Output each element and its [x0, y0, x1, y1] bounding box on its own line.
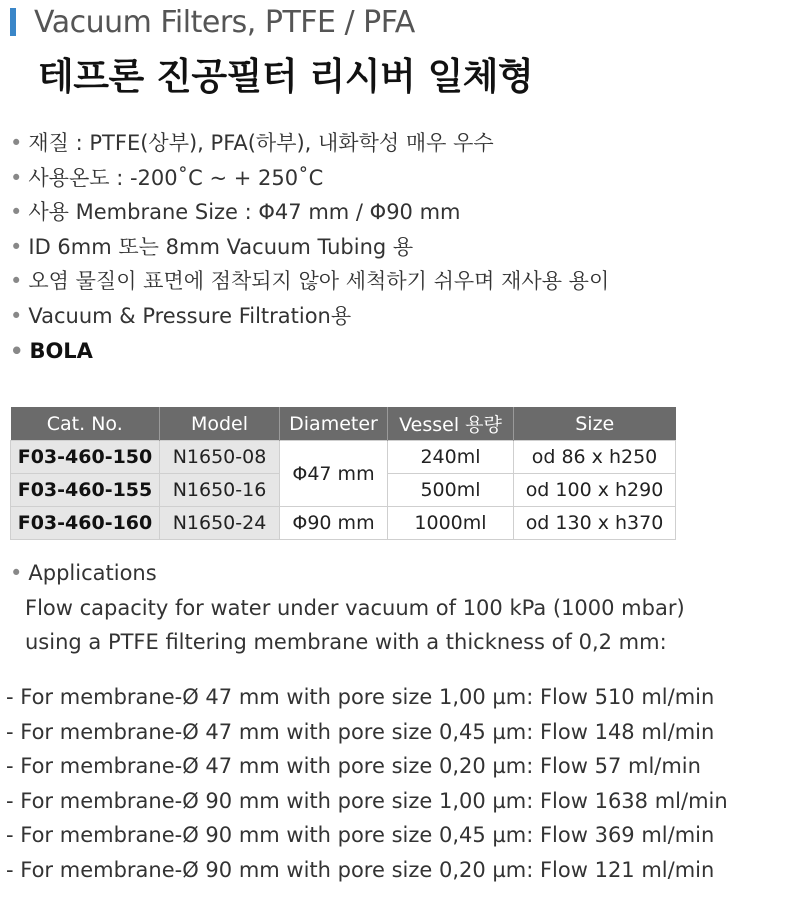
column-header-model: Model [160, 407, 280, 441]
cat-no-cell: F03-460-155 [11, 474, 160, 507]
title-row [10, 4, 415, 40]
flow-item: - For membrane-Ø 47 mm with pore size 0,20 µm: Flow 57 ml/min [6, 754, 701, 779]
flow-item: - For membrane-Ø 47 mm with pore size 0,45 µm: Flow 148 ml/min [6, 719, 715, 744]
column-header-diameter: Diameter [280, 407, 388, 441]
page-title-ko: 테프론 진공필터 리시버 일체형 [38, 55, 534, 98]
page-title-en: Vacuum Filters, PTFE / PFA [34, 4, 415, 40]
applications-text-line: using a PTFE filtering membrane with a thickness of 0,2 mm: [25, 630, 667, 654]
bullet-icon: • [10, 338, 24, 363]
bullet-icon: • [10, 269, 23, 294]
size-cell: od 130 x h370 [514, 507, 676, 540]
bullet-icon: • [10, 234, 23, 259]
bullet-icon: • [10, 200, 23, 225]
model-cell: N1650-24 [160, 507, 280, 540]
bullet-icon: • [10, 561, 23, 585]
vessel-cell: 1000ml [388, 507, 514, 540]
flow-item: - For membrane-Ø 47 mm with pore size 1,00 µm: Flow 510 ml/min [6, 685, 715, 709]
cat-no-cell: F03-460-160 [11, 507, 160, 540]
diameter-cell: Φ47 mm [280, 441, 388, 507]
bullet-icon: • [10, 303, 23, 328]
applications-heading: • Applications [10, 561, 157, 585]
title-accent-bar [10, 8, 16, 36]
column-header-vessel: Vessel 용량 [388, 407, 514, 441]
feature-item: • ID 6mm 또는 8mm Vacuum Tubing 용 [10, 234, 414, 259]
feature-item: • 사용 Membrane Size : Φ47 mm / Φ90 mm [10, 200, 461, 225]
applications-text-line: Flow capacity for water under vacuum of 100 kPa (1000 mbar) [25, 595, 685, 620]
diameter-cell: Φ90 mm [280, 507, 388, 540]
cat-no-cell: F03-460-150 [11, 441, 160, 474]
feature-item-brand: • BOLA [10, 338, 93, 363]
table-header-row [11, 407, 676, 441]
flow-item: - For membrane-Ø 90 mm with pore size 1,00 µm: Flow 1638 ml/min [6, 788, 728, 813]
flow-list [6, 680, 728, 888]
spec-table [10, 407, 676, 540]
feature-item: • 사용온도 : -200˚C ~ + 250˚C [10, 165, 324, 190]
bullet-icon: • [10, 131, 23, 155]
vessel-cell: 500ml [388, 474, 514, 507]
feature-item: • Vacuum & Pressure Filtration용 [10, 303, 352, 328]
feature-item: • 오염 물질이 표면에 점착되지 않아 세척하기 쉬우며 재사용 용이 [10, 269, 610, 294]
feature-item: • 재질 : PTFE(상부), PFA(하부), 내화학성 매우 우수 [10, 131, 494, 155]
feature-list [10, 126, 609, 368]
table-row [11, 441, 676, 474]
vessel-cell: 240ml [388, 441, 514, 474]
flow-item: - For membrane-Ø 90 mm with pore size 0,45 µm: Flow 369 ml/min [6, 823, 715, 848]
column-header-cat-no: Cat. No. [11, 407, 160, 441]
applications-section [10, 556, 685, 660]
flow-item: - For membrane-Ø 90 mm with pore size 0,20 µm: Flow 121 ml/min [6, 857, 715, 882]
bullet-icon: • [10, 165, 23, 190]
column-header-size: Size [514, 407, 676, 441]
model-cell: N1650-08 [160, 441, 280, 474]
table-row [11, 507, 676, 540]
model-cell: N1650-16 [160, 474, 280, 507]
size-cell: od 100 x h290 [514, 474, 676, 507]
size-cell: od 86 x h250 [514, 441, 676, 474]
